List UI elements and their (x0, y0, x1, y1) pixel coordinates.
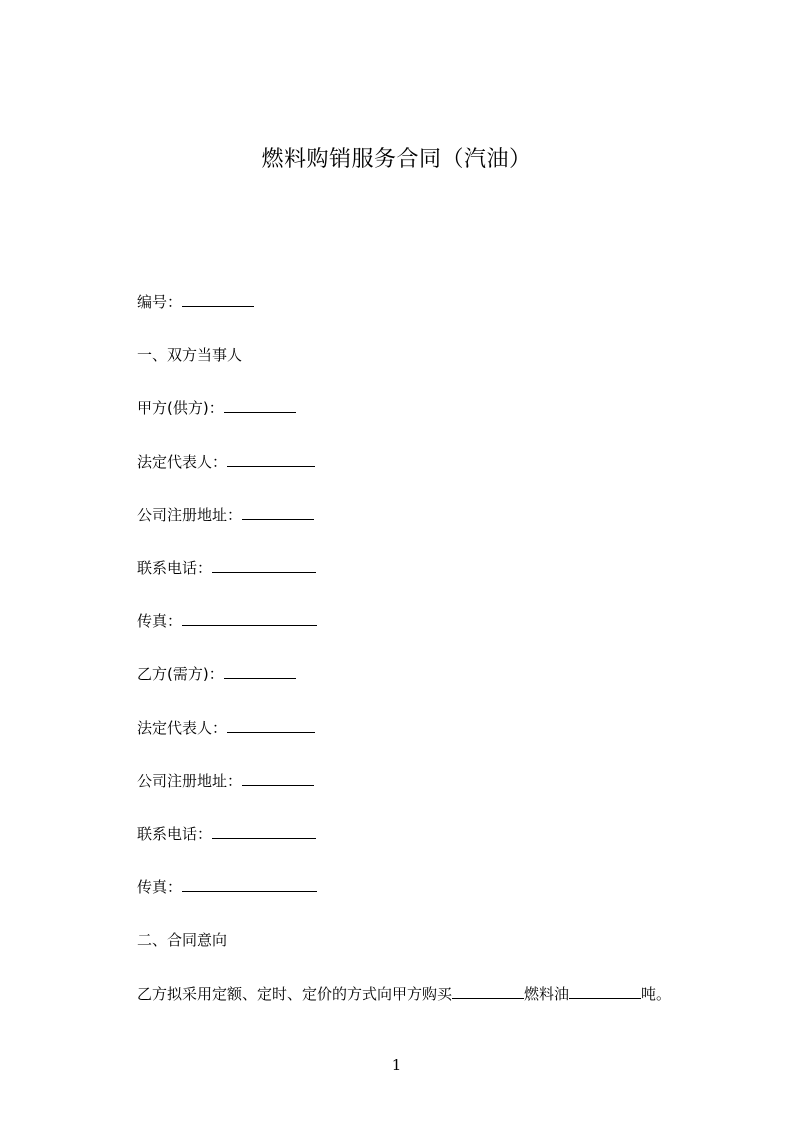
contract-number-blank[interactable] (182, 292, 254, 307)
party-b-phone-line (137, 824, 316, 844)
party-b-fax-line (137, 877, 317, 897)
purchase-quantity-blank-1[interactable] (452, 984, 524, 999)
party-b-line (137, 664, 296, 684)
party-b-label: 乙方(需方)： (137, 665, 224, 683)
party-a-phone-label: 联系电话： (137, 559, 213, 577)
intent-paragraph (137, 984, 671, 1004)
party-b-phone-label: 联系电话： (137, 825, 213, 843)
section-heading-parties (137, 345, 242, 365)
contract-number-line (137, 292, 254, 312)
section-heading-intent (137, 930, 227, 950)
party-a-rep-blank[interactable] (227, 452, 315, 467)
party-a-address-label: 公司注册地址： (137, 506, 243, 524)
document-title: 燃料购销服务合同（汽油） (261, 147, 532, 172)
purchase-quantity-blank-2[interactable] (569, 984, 641, 999)
intent-text-part1: 乙方拟采用定额、定时、定价的方式向甲方购买 (137, 985, 453, 1003)
party-a-rep-label: 法定代表人： (137, 453, 228, 471)
party-a-line (137, 398, 296, 418)
section-heading-parties-text: 一、双方当事人 (137, 346, 243, 364)
party-b-address-blank[interactable] (242, 771, 314, 786)
intent-text-part3: 吨。 (641, 985, 672, 1003)
party-b-rep-blank[interactable] (227, 718, 315, 733)
party-a-address-line (137, 505, 314, 525)
party-a-rep-line (137, 452, 315, 472)
party-a-blank[interactable] (224, 398, 296, 413)
party-a-phone-blank[interactable] (212, 558, 316, 573)
party-a-fax-label: 传真： (137, 612, 183, 630)
party-a-fax-blank[interactable] (182, 611, 317, 626)
party-b-fax-blank[interactable] (182, 877, 317, 892)
party-a-phone-line (137, 558, 316, 578)
party-a-label: 甲方(供方)： (137, 399, 224, 417)
intent-text-part2: 燃料油 (524, 985, 570, 1003)
party-b-address-line (137, 771, 314, 791)
party-b-fax-label: 传真： (137, 878, 183, 896)
section-heading-intent-text: 二、合同意向 (137, 931, 228, 949)
party-b-blank[interactable] (224, 664, 296, 679)
contract-number-label: 编号： (137, 293, 183, 311)
party-a-fax-line (137, 611, 317, 631)
party-b-rep-label: 法定代表人： (137, 719, 228, 737)
party-a-address-blank[interactable] (242, 505, 314, 520)
party-b-phone-blank[interactable] (212, 824, 316, 839)
party-b-rep-line (137, 718, 315, 738)
page-number: 1 (391, 1056, 402, 1074)
party-b-address-label: 公司注册地址： (137, 772, 243, 790)
